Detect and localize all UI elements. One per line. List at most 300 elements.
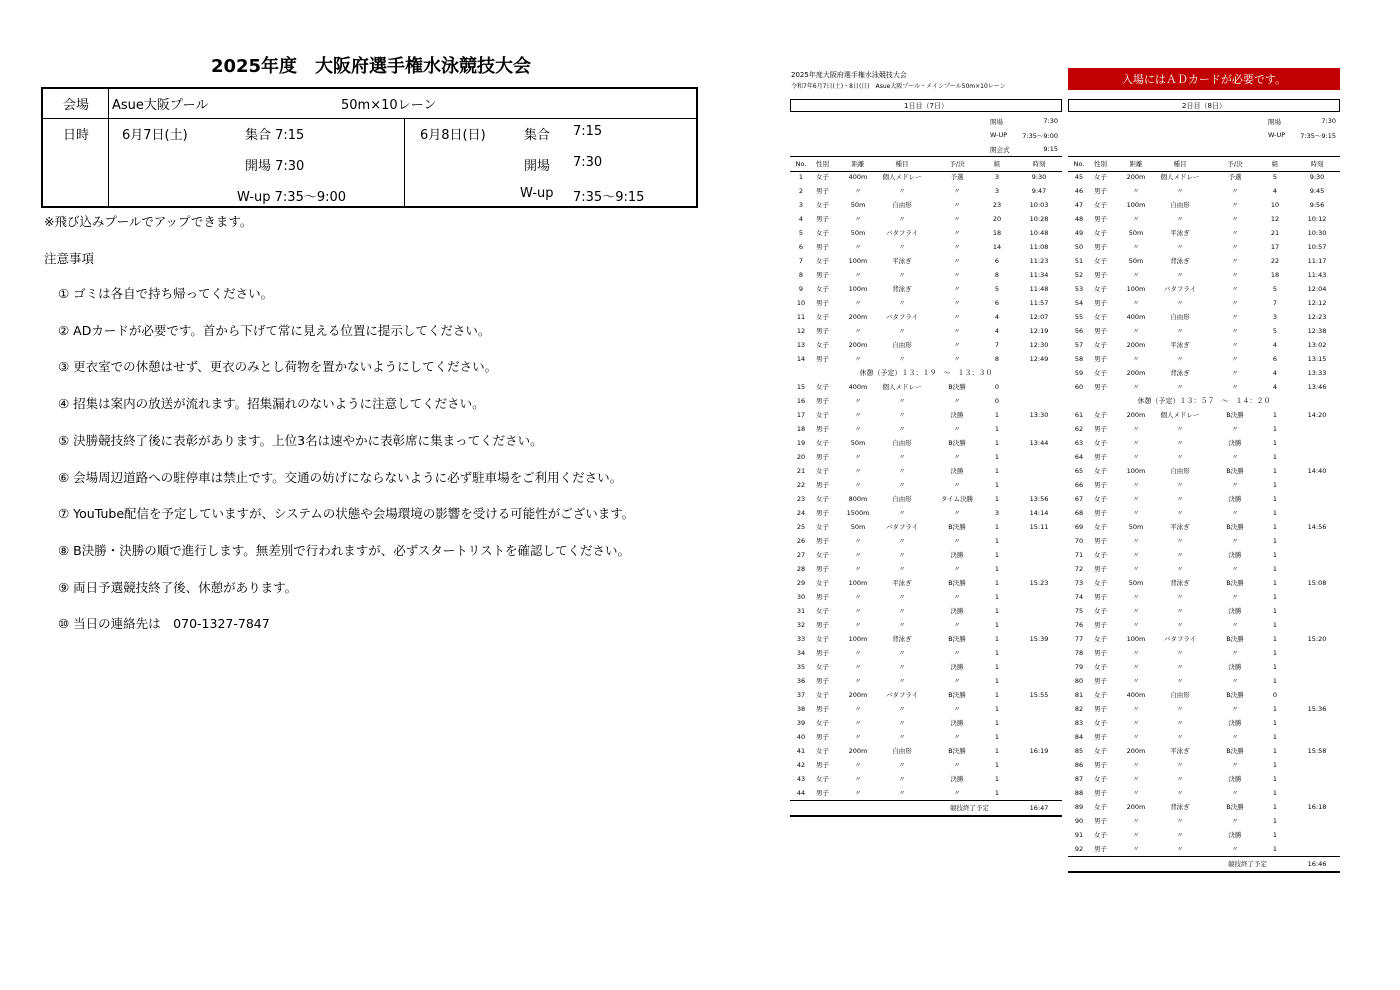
- distance: 〃: [1132, 789, 1140, 797]
- distance: 〃: [854, 453, 862, 461]
- distance: 〃: [1132, 607, 1140, 615]
- table-row: [790, 422, 1062, 436]
- distance: 50m: [1128, 523, 1144, 531]
- gender: 女子: [816, 495, 829, 503]
- gender: 女子: [1094, 831, 1107, 839]
- round: 〃: [953, 341, 961, 349]
- stroke: 〃: [1176, 481, 1184, 489]
- stroke: 平泳ぎ: [1170, 747, 1190, 755]
- event-no: 71: [1074, 551, 1084, 559]
- stroke: 〃: [1176, 565, 1184, 573]
- table-row: [790, 184, 1062, 198]
- round: 決勝: [950, 551, 964, 559]
- table-row: [1068, 380, 1340, 394]
- round: B決勝: [1226, 411, 1244, 419]
- stroke: バタフライ: [885, 229, 919, 237]
- distance: 〃: [1132, 705, 1140, 713]
- note-item: ⑧ B決勝・決勝の順で進行します。無差別で行われますが、必ずスタートリストを確認してください。: [58, 543, 631, 558]
- event-no: 90: [1074, 817, 1084, 825]
- table-row: [1068, 352, 1340, 366]
- event-no: 47: [1074, 201, 1084, 209]
- distance: 100m: [848, 635, 868, 643]
- table-row: [790, 576, 1062, 590]
- table-row: [790, 674, 1062, 688]
- distance: 100m: [1126, 201, 1146, 209]
- table-row: [1068, 450, 1340, 464]
- table-row: [1068, 184, 1340, 198]
- table-row: [1068, 534, 1340, 548]
- gender: 男子: [1094, 845, 1107, 853]
- event-no: 62: [1074, 425, 1084, 433]
- round: 〃: [953, 761, 961, 769]
- distance: 〃: [854, 327, 862, 335]
- column-header: 予/決: [949, 160, 965, 168]
- event-no: 80: [1074, 677, 1084, 685]
- distance: 〃: [1132, 383, 1140, 391]
- distance: 〃: [1132, 649, 1140, 657]
- event-no: 42: [796, 761, 806, 769]
- distance: 〃: [854, 243, 862, 251]
- gender: 女子: [1094, 439, 1107, 447]
- event-no: 33: [796, 635, 806, 643]
- event-no: 17: [796, 411, 806, 419]
- heats: 1: [994, 425, 1000, 433]
- event-no: 9: [798, 285, 804, 293]
- event-no: 55: [1074, 313, 1084, 321]
- distance: 〃: [854, 789, 862, 797]
- dive-note: ※飛び込みプールでアップできます。: [44, 214, 253, 229]
- page-title: 2025年度 大阪府選手権水泳競技大会: [210, 56, 532, 77]
- event-no: 22: [796, 481, 806, 489]
- distance: 〃: [1132, 243, 1140, 251]
- stroke: 〃: [898, 271, 906, 279]
- heats: 1: [994, 593, 1000, 601]
- distance: 〃: [854, 649, 862, 657]
- round: 〃: [1231, 845, 1239, 853]
- distance: 〃: [1132, 593, 1140, 601]
- round: 決勝: [1228, 663, 1242, 671]
- stroke: 〃: [1176, 845, 1184, 853]
- event-no: 14: [796, 355, 806, 363]
- round: B決勝: [1226, 579, 1244, 587]
- table-row: [1068, 688, 1340, 702]
- gender: 男子: [1094, 355, 1107, 363]
- event-no: 64: [1074, 453, 1084, 461]
- round: 決勝: [1228, 551, 1242, 559]
- event-no: 25: [796, 523, 806, 531]
- gender: 女子: [1094, 635, 1107, 643]
- table-row: [790, 534, 1062, 548]
- table-row: [1068, 296, 1340, 310]
- distance: 〃: [1132, 733, 1140, 741]
- distance: 100m: [1126, 635, 1146, 643]
- column-header: 時刻: [1310, 160, 1324, 168]
- day2-wup-label: W-up: [520, 186, 554, 201]
- gender: 女子: [1094, 523, 1107, 531]
- table-row: [790, 562, 1062, 576]
- heats: 1: [1272, 411, 1278, 419]
- stroke: 〃: [1176, 831, 1184, 839]
- table-row: [790, 338, 1062, 352]
- stroke: 〃: [1176, 719, 1184, 727]
- heats: 7: [1272, 299, 1278, 307]
- stroke: 個人メドレー: [882, 173, 922, 181]
- heats: 1: [994, 733, 1000, 741]
- start-time: 9:30: [1031, 173, 1047, 181]
- gender: 女子: [816, 747, 829, 755]
- table-row: [790, 198, 1062, 212]
- gender: 男子: [816, 565, 829, 573]
- heats: 1: [1272, 649, 1278, 657]
- start-time: 15:08: [1307, 579, 1327, 587]
- round: 予選: [1228, 173, 1242, 181]
- stroke: 〃: [1176, 705, 1184, 713]
- distance: 〃: [1132, 495, 1140, 503]
- table-row: [1068, 744, 1340, 758]
- stroke: 自由形: [1170, 691, 1190, 699]
- distance: 〃: [1132, 831, 1140, 839]
- heats: 1: [1272, 845, 1278, 853]
- heats: 1: [994, 537, 1000, 545]
- heats: 3: [994, 173, 1000, 181]
- end-row: [790, 800, 1062, 817]
- event-no: 3: [798, 201, 804, 209]
- event-no: 15: [796, 383, 806, 391]
- table-row: [790, 408, 1062, 422]
- gender: 女子: [1094, 747, 1107, 755]
- gender: 女子: [1094, 691, 1107, 699]
- table-row: [790, 170, 1062, 184]
- round: 〃: [1231, 537, 1239, 545]
- heats: 18: [1270, 271, 1280, 279]
- column-header: 種目: [1173, 160, 1187, 168]
- table-row: [1068, 730, 1340, 744]
- start-time: 10:28: [1029, 215, 1049, 223]
- heats: 1: [1272, 593, 1278, 601]
- distance: 200m: [1126, 173, 1146, 181]
- heats: 1: [994, 551, 1000, 559]
- heats: 1: [994, 775, 1000, 783]
- stroke: 〃: [898, 565, 906, 573]
- event-no: 7: [798, 257, 804, 265]
- heats: 1: [994, 481, 1000, 489]
- round: 〃: [953, 355, 961, 363]
- time-label: 開場: [990, 118, 1003, 126]
- heats: 1: [1272, 775, 1278, 783]
- stroke: 〃: [1176, 383, 1184, 391]
- table-row: [1068, 828, 1340, 842]
- table-row: [790, 730, 1062, 744]
- distance: 200m: [1126, 803, 1146, 811]
- table-row: [790, 296, 1062, 310]
- start-time: 10:57: [1307, 243, 1327, 251]
- heats: 5: [994, 285, 1000, 293]
- table-row: [1068, 632, 1340, 646]
- stroke: 〃: [1176, 495, 1184, 503]
- gender: 女子: [1094, 467, 1107, 475]
- gender: 男子: [1094, 299, 1107, 307]
- day1-label: 1日目（7日）: [790, 99, 1062, 112]
- gender: 男子: [816, 187, 829, 195]
- event-no: 76: [1074, 621, 1084, 629]
- start-time: 9:30: [1309, 173, 1325, 181]
- heats: 5: [1272, 173, 1278, 181]
- round: 〃: [1231, 355, 1239, 363]
- table-row: [1068, 716, 1340, 730]
- table-row: [790, 744, 1062, 758]
- heats: 1: [1272, 719, 1278, 727]
- heats: 1: [1272, 439, 1278, 447]
- gender: 男子: [1094, 789, 1107, 797]
- round: 〃: [953, 257, 961, 265]
- distance: 〃: [1132, 845, 1140, 853]
- round: 〃: [1231, 481, 1239, 489]
- gender: 女子: [1094, 495, 1107, 503]
- time-value: 7:30: [1043, 117, 1058, 125]
- table-row: [790, 590, 1062, 604]
- heats: 1: [1272, 621, 1278, 629]
- event-no: 38: [796, 705, 806, 713]
- stroke: 背泳ぎ: [1170, 803, 1190, 811]
- stroke: 〃: [1176, 677, 1184, 685]
- note-item: ⑩ 当日の連絡先は 070-1327-7847: [58, 616, 270, 631]
- gender: 男子: [1094, 425, 1107, 433]
- break-row: 休憩（予定）１３：１９ ～ １３：３０: [859, 369, 993, 377]
- heats: 1: [994, 677, 1000, 685]
- stroke: 〃: [1176, 425, 1184, 433]
- round: 〃: [953, 215, 961, 223]
- table-row: [790, 394, 1062, 408]
- heats: 1: [994, 789, 1000, 797]
- heats: 17: [1270, 243, 1280, 251]
- gender: 女子: [816, 775, 829, 783]
- distance: 100m: [1126, 467, 1146, 475]
- heats: 1: [994, 705, 1000, 713]
- day2-assemble-time: 7:15: [573, 124, 603, 139]
- gender: 女子: [1094, 579, 1107, 587]
- gender: 男子: [816, 789, 829, 797]
- stroke: 〃: [898, 663, 906, 671]
- stroke: 自由形: [892, 495, 912, 503]
- start-time: 11:48: [1029, 285, 1049, 293]
- event-no: 56: [1074, 327, 1084, 335]
- heats: 1: [994, 467, 1000, 475]
- heats: 1: [994, 579, 1000, 587]
- event-no: 2: [798, 187, 804, 195]
- distance: 〃: [854, 719, 862, 727]
- event-no: 60: [1074, 383, 1084, 391]
- round: B決勝: [1226, 747, 1244, 755]
- stroke: 自由形: [892, 747, 912, 755]
- heats: 1: [994, 607, 1000, 615]
- round: 決勝: [1228, 775, 1242, 783]
- event-no: 32: [796, 621, 806, 629]
- note-item: ⑤ 決勝競技終了後に表彰があります。上位3名は速やかに表彰席に集まってください。: [58, 433, 543, 448]
- heats: 1: [994, 439, 1000, 447]
- event-no: 37: [796, 691, 806, 699]
- stroke: バタフライ: [1163, 635, 1197, 643]
- heats: 6: [1272, 355, 1278, 363]
- event-no: 28: [796, 565, 806, 573]
- table-row: [1068, 212, 1340, 226]
- distance: 〃: [1132, 271, 1140, 279]
- heats: 1: [994, 663, 1000, 671]
- distance: 50m: [850, 229, 866, 237]
- end-time: 16:47: [1029, 804, 1049, 812]
- heats: 1: [1272, 551, 1278, 559]
- distance: 〃: [1132, 677, 1140, 685]
- heats: 4: [1272, 369, 1278, 377]
- event-no: 5: [798, 229, 804, 237]
- table-row: [790, 226, 1062, 240]
- distance: 200m: [1126, 411, 1146, 419]
- distance: 200m: [1126, 369, 1146, 377]
- heats: 12: [1270, 215, 1280, 223]
- round: 〃: [953, 229, 961, 237]
- stroke: 〃: [1176, 453, 1184, 461]
- table-row: [790, 772, 1062, 786]
- heats: 1: [1272, 789, 1278, 797]
- heats: 1: [994, 523, 1000, 531]
- round: 〃: [953, 397, 961, 405]
- distance: 〃: [1132, 817, 1140, 825]
- start-time: 15:55: [1029, 691, 1049, 699]
- event-no: 45: [1074, 173, 1084, 181]
- event-no: 85: [1074, 747, 1084, 755]
- distance: 〃: [854, 565, 862, 573]
- heats: 1: [1272, 663, 1278, 671]
- start-time: 11:17: [1307, 257, 1327, 265]
- table-row: [790, 282, 1062, 296]
- distance: 〃: [1132, 299, 1140, 307]
- heats: 5: [1272, 285, 1278, 293]
- round: 決勝: [950, 411, 964, 419]
- column-header: 性別: [1094, 160, 1107, 168]
- stroke: 〃: [1176, 761, 1184, 769]
- day2-date: 6月8日(日): [420, 128, 486, 143]
- table-row: [1068, 772, 1340, 786]
- stroke: 〃: [898, 761, 906, 769]
- heats: 1: [994, 761, 1000, 769]
- heats: 1: [1272, 803, 1278, 811]
- event-no: 79: [1074, 663, 1084, 671]
- table-row: [1068, 492, 1340, 506]
- start-time: 15:58: [1307, 747, 1327, 755]
- stroke: 平泳ぎ: [1170, 341, 1190, 349]
- distance: 〃: [1132, 719, 1140, 727]
- venue-table: [41, 87, 698, 208]
- round: 〃: [953, 243, 961, 251]
- stroke: 〃: [898, 789, 906, 797]
- end-label: 競技終了予定: [1228, 860, 1267, 868]
- table-row: [790, 492, 1062, 506]
- round: 決勝: [1228, 831, 1242, 839]
- event-no: 36: [796, 677, 806, 685]
- event-no: 72: [1074, 565, 1084, 573]
- event-no: 16: [796, 397, 806, 405]
- gender: 女子: [1094, 173, 1107, 181]
- event-no: 19: [796, 439, 806, 447]
- table-row: [1068, 282, 1340, 296]
- event-no: 59: [1074, 369, 1084, 377]
- event-no: 69: [1074, 523, 1084, 531]
- end-label: 競技終了予定: [950, 804, 989, 812]
- stroke: 〃: [1176, 733, 1184, 741]
- heats: 1: [1272, 425, 1278, 433]
- gender: 男子: [1094, 565, 1107, 573]
- stroke: 〃: [898, 677, 906, 685]
- distance: 〃: [1132, 187, 1140, 195]
- heats: 1: [1272, 481, 1278, 489]
- time-label: W-UP: [990, 131, 1008, 139]
- event-no: 34: [796, 649, 806, 657]
- round: B決勝: [1226, 635, 1244, 643]
- heats: 1: [1272, 705, 1278, 713]
- event-no: 50: [1074, 243, 1084, 251]
- table-row: [1068, 436, 1340, 450]
- round: 〃: [1231, 761, 1239, 769]
- end-row: [1068, 856, 1340, 873]
- distance: 〃: [854, 607, 862, 615]
- stroke: 平泳ぎ: [1170, 229, 1190, 237]
- event-no: 63: [1074, 439, 1084, 447]
- gender: 男子: [816, 327, 829, 335]
- distance: 〃: [1132, 509, 1140, 517]
- gender: 男子: [1094, 733, 1107, 741]
- event-no: 84: [1074, 733, 1084, 741]
- round: 〃: [1231, 257, 1239, 265]
- stroke: 〃: [898, 467, 906, 475]
- round: 〃: [953, 201, 961, 209]
- distance: 100m: [848, 257, 868, 265]
- event-no: 91: [1074, 831, 1084, 839]
- gender: 女子: [1094, 775, 1107, 783]
- gender: 女子: [816, 257, 829, 265]
- gender: 男子: [816, 621, 829, 629]
- event-no: 43: [796, 775, 806, 783]
- event-no: 20: [796, 453, 806, 461]
- round: 〃: [1231, 705, 1239, 713]
- distance: 〃: [854, 537, 862, 545]
- round: 〃: [1231, 677, 1239, 685]
- stroke: 〃: [898, 593, 906, 601]
- distance: 〃: [854, 425, 862, 433]
- heats: 4: [1272, 187, 1278, 195]
- distance: 〃: [1132, 425, 1140, 433]
- gender: 女子: [816, 201, 829, 209]
- distance: 〃: [1132, 775, 1140, 783]
- start-time: 14:56: [1307, 523, 1327, 531]
- event-no: 54: [1074, 299, 1084, 307]
- stroke: 〃: [898, 705, 906, 713]
- stroke: 〃: [898, 649, 906, 657]
- distance: 〃: [854, 187, 862, 195]
- note-item: ① ゴミは各自で持ち帰ってください。: [58, 286, 274, 301]
- heats: 1: [994, 719, 1000, 727]
- round: 〃: [1231, 229, 1239, 237]
- start-time: 14:20: [1307, 411, 1327, 419]
- round: 〃: [1231, 313, 1239, 321]
- event-no: 13: [796, 341, 806, 349]
- distance: 50m: [850, 201, 866, 209]
- distance: 〃: [854, 271, 862, 279]
- gender: 女子: [816, 383, 829, 391]
- note-item: ⑨ 両日予選競技終了後、休憩があります。: [58, 580, 298, 595]
- event-no: 77: [1074, 635, 1084, 643]
- gender: 男子: [1094, 649, 1107, 657]
- gender: 女子: [816, 341, 829, 349]
- event-no: 51: [1074, 257, 1084, 265]
